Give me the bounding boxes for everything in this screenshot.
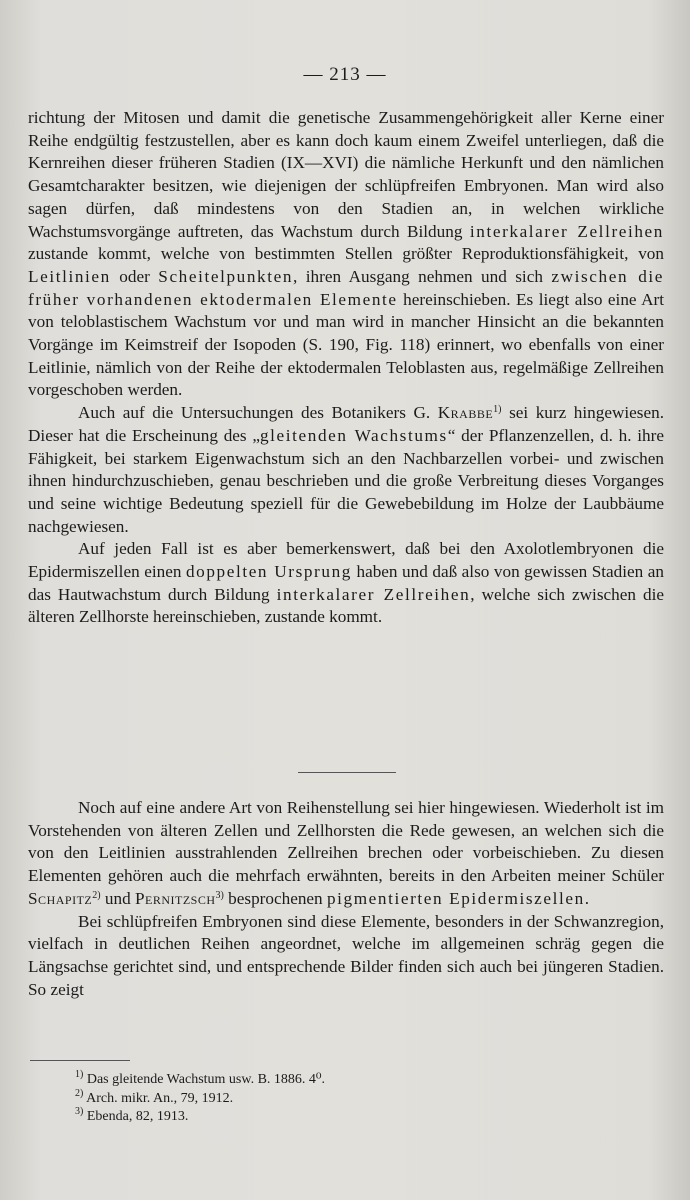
section-divider bbox=[298, 772, 396, 773]
footnote-text: Arch. mikr. An., 79, 1912. bbox=[86, 1090, 234, 1106]
footnote-reference: 1) bbox=[493, 404, 502, 416]
author-name: Krabbe bbox=[437, 403, 494, 423]
footnote-mark: 2) bbox=[75, 1087, 84, 1099]
body-text-bottom bbox=[28, 797, 664, 1001]
footnotes bbox=[75, 1071, 635, 1127]
text-run: oder bbox=[110, 266, 159, 286]
emphasized-text: interkalarer Zellreihen bbox=[276, 584, 471, 604]
footnote-reference: 2) bbox=[92, 889, 101, 901]
author-name: Schapitz bbox=[28, 888, 93, 908]
footnote bbox=[75, 1071, 635, 1090]
footnote-mark: 3) bbox=[75, 1106, 84, 1117]
footnote bbox=[75, 1108, 635, 1127]
text-run: , welche sich zwischen die älteren Zellhorste hereinschieben, zustande kommt. bbox=[28, 584, 664, 627]
footnote-divider bbox=[30, 1060, 130, 1061]
paragraph bbox=[28, 402, 664, 538]
footnote-text: Ebenda, 82, 1913. bbox=[86, 1109, 189, 1124]
body-text-top bbox=[28, 107, 664, 629]
text-run: Noch auf eine andere Art von Reihenstellung sei hier hingewiesen. Wiederholt ist im Vorstehenden von älteren Zellen und Zellhorsten die Rede gewesen, an welchen sich die von den Leitlinien ausstrahlenden Zellreihen brechen oder vorbeischieben. Zu diesen Elementen gehören auch die mehrfach erwähnten, bereits in den Arbeiten meiner Schüler bbox=[28, 798, 664, 886]
footnote bbox=[75, 1087, 635, 1109]
emphasized-text: zwischen die früher vorhandenen ektodermalen Elemente bbox=[28, 266, 664, 309]
page-number: — 213 — bbox=[303, 64, 387, 85]
paragraph bbox=[28, 911, 664, 1002]
text-run: Auf jeden Fall ist es aber bemerkenswert, daß bei den Axolotlembryonen die Epidermiszellen einen bbox=[28, 539, 664, 582]
text-run: Bei schlüpfreifen Embryonen sind diese Elemente, besonders in der Schwanzregion, vielfach in deutlichen Reihen angeordnet, welche im allgemeinen schräg gegen die Längsachse gerichtet sind, und entsprechende Bilder finden sich auch bei jüngeren Stadien. So zeigt bbox=[28, 911, 664, 999]
author-name: Pernitzsch bbox=[134, 888, 216, 908]
text-run: zustande kommt, welche von bestimmten Stellen größter Reproduktionsfähigkeit, von bbox=[28, 244, 664, 264]
text-run: besprochenen bbox=[223, 888, 327, 908]
paragraph bbox=[28, 107, 664, 402]
paragraph bbox=[28, 538, 664, 629]
text-run: “ der Pflanzenzellen, d. h. ihre Fähigkeit, bei starkem Eigenwachstum sich an den Nachbarzellen vorbei- und zwischen ihnen hindurchzuschieben, genau beschrieben und die große Verbreitung dieses Vorganges und seine wichtige Bedeutung speziell für die Gewebebildung im Holze der Laubbäume nachgewiesen. bbox=[28, 425, 664, 536]
footnote-mark: 1) bbox=[75, 1069, 84, 1080]
text-run: und bbox=[100, 888, 135, 908]
emphasized-text: Scheitelpunkten bbox=[158, 266, 294, 286]
emphasized-text: doppelten Ursprung bbox=[185, 562, 352, 582]
emphasized-text: gleitenden Wachstums bbox=[259, 425, 448, 445]
text-run: haben und daß also von gewissen Stadien an das Hautwachstum durch Bildung bbox=[28, 562, 665, 604]
emphasized-text: interkalarer Zellreihen bbox=[469, 221, 664, 241]
text-run: . bbox=[584, 888, 590, 908]
text-run: Auch auf die Untersuchungen des Botanikers G. bbox=[78, 403, 438, 423]
text-run: richtung der Mitosen und damit die genetische Zusammengehörigkeit aller Kerne einer Reihe endgültig festzustellen, aber es kann doch kaum einem Zweifel unterliegen, daß die Kernreihen dieser früheren Stadien (IX—XVI) die nämliche Herkunft und den nämlichen Gesamtcharakter besitzen, wie diejenigen der schlüpfreifen Embryonen. Man wird also sagen dürfen, daß mindestens von den Stadien an, in welchen wirkliche Wachstumsvorgänge auftreten, das Wachstum durch Bildung bbox=[28, 108, 664, 241]
footnote-reference: 3) bbox=[215, 889, 224, 901]
paragraph bbox=[28, 797, 664, 911]
emphasized-text: pigmentierten Epidermiszellen bbox=[326, 888, 585, 908]
footnote-text: Das gleitende Wachstum usw. B. 1886. 4⁰. bbox=[86, 1072, 326, 1087]
emphasized-text: Leitlinien bbox=[28, 266, 111, 286]
text-run: sei kurz hingewiesen. Dieser hat die Erscheinung des „ bbox=[28, 403, 665, 445]
text-run: hereinschieben. Es liegt also eine Art von teloblastischem Wachstum vor und man wird in mancher Hinsicht an die bekannten Vorgänge im Keimstreif der Isopoden (S. 190, Fig. 118) erinnert, wo ebenfalls von einer Leitlinie, nämlich von der Reihe der ektodermalen Teloblasten aus, regelmäßige Zellreihen vorgeschoben werden. bbox=[28, 289, 665, 400]
text-run: , ihren Ausgang nehmen und sich bbox=[293, 266, 552, 286]
